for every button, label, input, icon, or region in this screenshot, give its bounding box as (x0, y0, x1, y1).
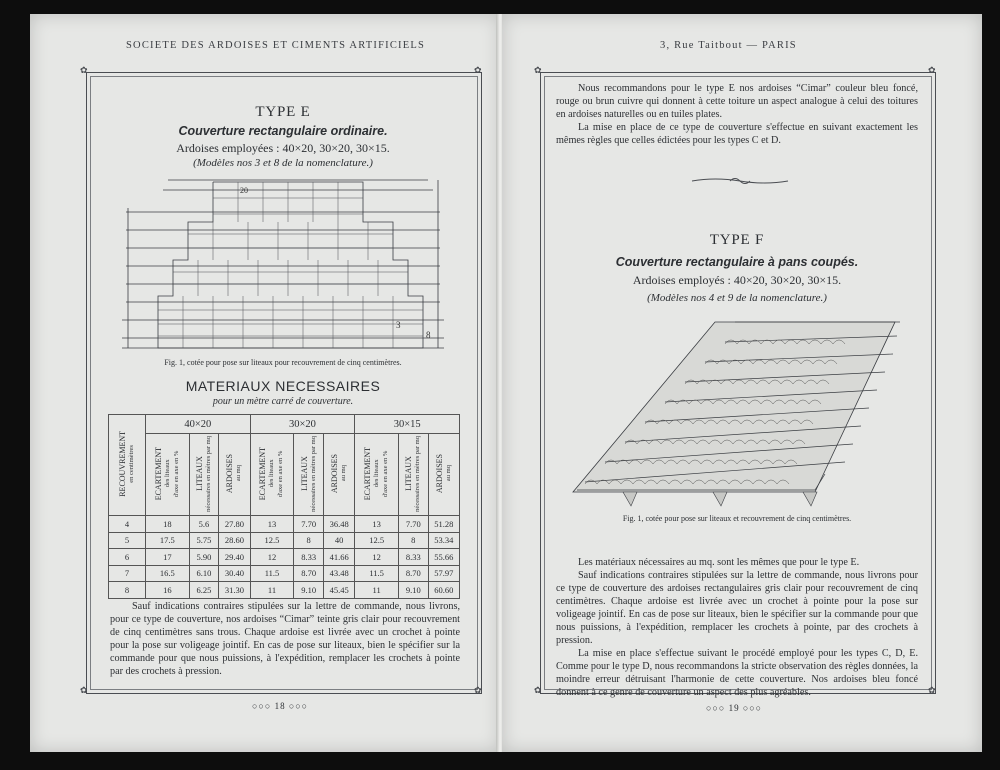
table-cell: 8.33 (398, 549, 428, 566)
table-cell: 8.70 (398, 565, 428, 582)
table-cell: 11 (250, 582, 294, 599)
ornament-divider-icon (690, 175, 790, 187)
table-cell: 13 (355, 516, 399, 533)
table-cell: 16 (146, 582, 190, 599)
type-f-models: (Modèles nos 4 et 9 de la nomenclature.) (647, 292, 827, 304)
table-cell: 12.5 (250, 532, 294, 549)
table-cell: 12 (250, 549, 294, 566)
table-cell: 9.10 (398, 582, 428, 599)
table-cell: 6 (109, 549, 146, 566)
table-cell: 8 (294, 532, 324, 549)
table-cell: 11.5 (250, 565, 294, 582)
table-cell: 8.70 (294, 565, 324, 582)
table-cell: 27.80 (219, 516, 250, 533)
type-e-roof-diagram (118, 172, 448, 350)
table-cell: 40 (323, 532, 354, 549)
ornament-corner-icon: ✿ (928, 65, 936, 75)
type-e-figure-caption: Fig. 1, cotée pour pose sur liteaux pour recouvrement de cinq centimètres. (164, 358, 402, 367)
table-cell: 7 (109, 565, 146, 582)
ornament-corner-icon: ✿ (474, 685, 482, 695)
type-e-title: TYPE E (255, 104, 311, 120)
group-40x20: 40×20 (146, 415, 251, 434)
type-f-roof-diagram (565, 314, 910, 510)
page-number-right: ○○○ 19 ○○○ (706, 703, 763, 713)
ornament-corner-icon: ✿ (80, 685, 88, 695)
ornament-corner-icon: ✿ (534, 685, 542, 695)
table-cell: 36.48 (323, 516, 354, 533)
table-cell: 16.5 (146, 565, 190, 582)
ornament-corner-icon: ✿ (80, 65, 88, 75)
table-cell: 7.70 (294, 516, 324, 533)
table-cell: 11 (355, 582, 399, 599)
table-cell: 30.40 (219, 565, 250, 582)
dim-label-lower: 3 (396, 320, 401, 330)
table-cell: 41.66 (323, 549, 354, 566)
type-f-figure-caption: Fig. 1, cotée pour pose sur liteaux et recouvrement de cinq centimètres. (622, 514, 852, 523)
table-cell: 5.90 (189, 549, 219, 566)
type-e-subtitle: Couverture rectangulaire ordinaire. (178, 124, 388, 138)
type-f-subtitle: Couverture rectangulaire à pans coupés. (615, 255, 859, 269)
type-f-title: TYPE F (709, 232, 765, 248)
type-f-text: Les matériaux nécessaires au mq. sont les mêmes que pour le type E. Sauf indications contraires stipulées sur la lettre de commande, nous livrons pour ce type de couverture des ardoises rectangulaires gris clair pour recouvrement de cinq centimètres. Chaque ardoise est livrée avec un crochet à pointe pour la pose sur voligeage jointif. En cas de pose sur liteaux, bien le spécifier sur la commande pour que nous puissions, à l'expédition, remplacer les crochets à pointe, par des crochets à pression. La mise en place s'effectue suivant le procédé employé pour les types C, D, E. Comme pour le type D, nous recommandons la stricte observation des règles données, la moindre erreur détruisant l'harmonie de cette couverture. Nos ardoises bleu foncé donnent à ce genre de couverture un aspect des plus agréables. (556, 557, 918, 698)
table-cell: 5 (109, 532, 146, 549)
folio-right: 19 (728, 703, 740, 713)
right-running-head: 3, Rue Taitbout — PARIS (660, 40, 797, 51)
table-cell: 60.60 (428, 582, 459, 599)
table-cell: 45.45 (323, 582, 354, 599)
table-row (109, 549, 460, 566)
table-cell: 17 (146, 549, 190, 566)
table-row (109, 532, 460, 549)
table-cell: 4 (109, 516, 146, 533)
dim-label-corner: 8 (426, 330, 431, 340)
table-cell: 5.6 (189, 516, 219, 533)
materials-subtitle: pour un mètre carré de couverture. (212, 396, 354, 407)
table-cell: 18 (146, 516, 190, 533)
table-cell: 12 (355, 549, 399, 566)
table-cell: 6.10 (189, 565, 219, 582)
table-row (109, 582, 460, 599)
table-cell: 6.25 (189, 582, 219, 599)
table-row (109, 516, 460, 533)
table-cell: 28.60 (219, 532, 250, 549)
table-cell: 57.97 (428, 565, 459, 582)
table-cell: 12.5 (355, 532, 399, 549)
table-row (109, 565, 460, 582)
left-running-head: SOCIETE DES ARDOISES ET CIMENTS ARTIFICIELS (126, 40, 426, 51)
table-cell: 31.30 (219, 582, 250, 599)
table-cell: 17.5 (146, 532, 190, 549)
materials-table: RECOUVREMENT en centimètres 40×20 30×20 30×15 ECARTEMENT des liteaux d'axe en axe en % LITEAUX nécessaires en mètres par mq ARDOISES au mq ECARTEMENT des liteaux d'axe en axe en % LITEAUX nécessaires en mètres par mq ARDOISES au mq ECARTEMENT des liteaux d'axe en axe en % LITEAUX nécessaires en mètres par mq ARDOISES au mq 4 18 5.6 27.80 13 7.70 36.48 13 7.70 51.28 5 17.5 5.75 28.60 12.5 8 40 12.5 8 53.34 6 17 5.90 29.40 12 8.33 41.66 12 8.33 55.66 7 16.5 6.10 30.40 11.5 8.70 43.48 11.5 8.70 57.97 8 16 6.25 31.30 11 9.10 45.45 11 9.10 60.60 (108, 414, 460, 599)
group-30x20: 30×20 (250, 415, 355, 434)
table-cell: 43.48 (323, 565, 354, 582)
table-cell: 55.66 (428, 549, 459, 566)
table-cell: 8 (109, 582, 146, 599)
dim-label-top: 20 (240, 186, 248, 195)
type-e-recommendation: Nous recommandons pour le type E nos ardoises “Cimar” couleur bleu foncé, rouge ou brun cuivre qui donnent à cette toiture un aspect analogue à celui des toitures en ardoises naturelles ou en tuiles plates. La mise en place de ce type de couverture s'effectue en suivant exactement les mêmes règles que celles édictées pour les types C et D. (556, 83, 918, 146)
group-30x15: 30×15 (355, 415, 460, 434)
type-e-paragraph: Sauf indications contraires stipulées sur la lettre de commande, nous livrons, pour ce type de couverture, nos ardoises “Cimar” teinte gris clair pour recouvrement de cinq centimètres sans trous. Chaque ardoise est livrée avec un crochet à pointe pour la pose sur voligeage jointif. En cas de pose sur liteaux, bien le spécifier sur la commande pour que nous puissions, à l'expédition, remplacer les crochets à pointe par des crochets à pression. (110, 601, 460, 677)
type-e-slates: Ardoises employées : 40×20, 30×20, 30×15. (176, 141, 390, 155)
table-cell: 51.28 (428, 516, 459, 533)
ornament-corner-icon: ✿ (474, 65, 482, 75)
type-f-slates: Ardoises employés : 40×20, 30×20, 30×15. (632, 273, 842, 287)
table-cell: 9.10 (294, 582, 324, 599)
table-cell: 11.5 (355, 565, 399, 582)
table-cell: 7.70 (398, 516, 428, 533)
ornament-corner-icon: ✿ (534, 65, 542, 75)
ornament-corner-icon: ✿ (928, 685, 936, 695)
materials-title: MATERIAUX NECESSAIRES (185, 378, 381, 394)
table-cell: 8 (398, 532, 428, 549)
table-cell: 53.34 (428, 532, 459, 549)
type-e-models: (Modèles nos 3 et 8 de la nomenclature.) (193, 157, 373, 169)
table-cell: 13 (250, 516, 294, 533)
folio-left: 18 (274, 701, 286, 711)
table-cell: 29.40 (219, 549, 250, 566)
table-cell: 8.33 (294, 549, 324, 566)
table-cell: 5.75 (189, 532, 219, 549)
page-number-left: ○○○ 18 ○○○ (252, 701, 309, 711)
